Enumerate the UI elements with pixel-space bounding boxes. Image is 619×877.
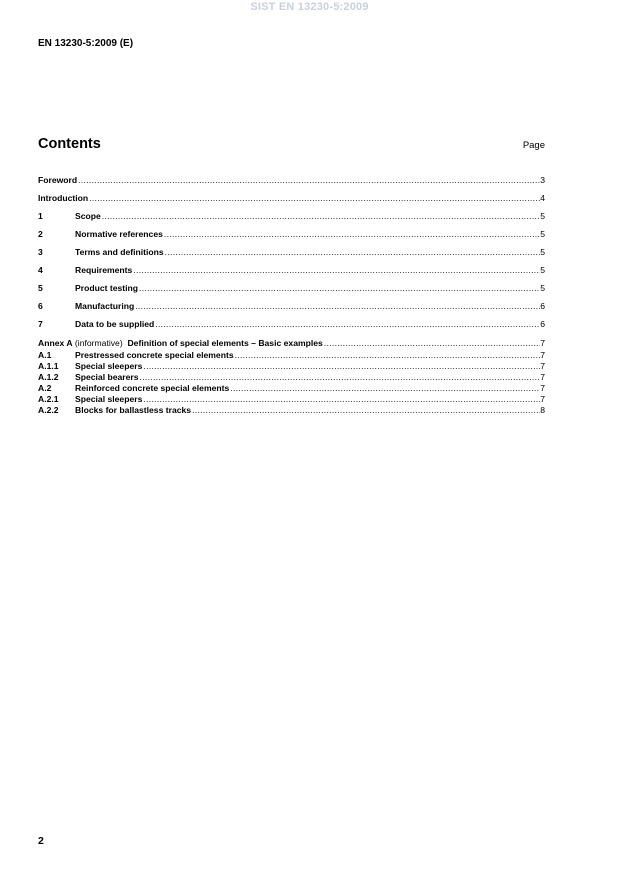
toc-entry-terms-and-definitions[interactable] [38, 247, 545, 265]
toc-entry-number: 2 [38, 229, 43, 239]
toc-entry-page: 8 [540, 405, 545, 415]
toc-leader-dots [78, 175, 540, 185]
toc-leader-dots [139, 283, 540, 293]
toc-entry-number: 4 [38, 265, 43, 275]
toc-entry-number: A.1.1 [38, 361, 59, 371]
toc-entry-a-1-1[interactable] [38, 361, 545, 372]
toc-entry-page: 5 [540, 229, 545, 239]
toc-entry-title: Prestressed concrete special elements [75, 350, 234, 360]
toc-entry-title: Manufacturing [75, 301, 135, 311]
toc-entry-title: Terms and definitions [75, 247, 164, 257]
toc-entry-annex-a[interactable] [38, 338, 545, 350]
toc-entry-number: 5 [38, 283, 43, 293]
toc-entry-foreword[interactable] [38, 175, 545, 193]
toc-entry-number: A.1 [38, 350, 52, 360]
toc-entry-manufacturing[interactable] [38, 301, 545, 319]
toc-entry-title: Requirements [75, 265, 133, 275]
toc-leader-dots [133, 265, 540, 275]
table-of-contents [38, 175, 545, 416]
toc-entry-page: 4 [540, 193, 545, 203]
toc-entry-number: 3 [38, 247, 43, 257]
toc-leader-dots [143, 394, 540, 404]
toc-leader-dots [140, 372, 541, 382]
toc-entry-scope[interactable] [38, 211, 545, 229]
toc-entry-page: 3 [540, 175, 545, 185]
toc-entry-title: Special sleepers [75, 361, 143, 371]
toc-entry-page: 7 [540, 394, 545, 404]
page-number: 2 [38, 835, 44, 847]
toc-entry-title: Data to be supplied [75, 319, 155, 329]
annex-title: Definition of special elements – Basic examples [127, 338, 323, 348]
annex-qualifier: (informative) [72, 338, 128, 348]
toc-entry-page: 6 [540, 301, 545, 311]
toc-entry-title: Introduction [38, 193, 89, 203]
toc-entry-a-2-2[interactable] [38, 405, 545, 416]
toc-leader-dots [164, 229, 540, 239]
toc-entry-introduction[interactable] [38, 193, 545, 211]
toc-entry-data-to-be-supplied[interactable] [38, 319, 545, 337]
toc-entry-number: A.2.1 [38, 394, 59, 404]
toc-leader-dots [143, 361, 540, 371]
toc-entry-page: 5 [540, 247, 545, 257]
toc-entry-a-1-2[interactable] [38, 372, 545, 383]
toc-leader-dots [135, 301, 540, 311]
toc-entry-title: Special sleepers [75, 394, 143, 404]
toc-entry-page: 5 [540, 211, 545, 221]
toc-entry-title: Blocks for ballastless tracks [75, 405, 192, 415]
annex-prefix: Annex A [38, 338, 73, 348]
toc-entry-title: Special bearers [75, 372, 139, 382]
toc-entry-a-1[interactable] [38, 350, 545, 361]
toc-leader-dots [102, 211, 540, 221]
toc-entry-page: 7 [540, 361, 545, 371]
toc-entry-a-2-1[interactable] [38, 394, 545, 405]
toc-entry-number: A.1.2 [38, 372, 59, 382]
toc-leader-dots [155, 319, 540, 329]
toc-leader-dots [235, 350, 541, 360]
toc-entry-number: 1 [38, 211, 43, 221]
toc-entry-title: Foreword [38, 175, 78, 185]
toc-entry-title: Reinforced concrete special elements [75, 383, 230, 393]
toc-entry-page: 5 [540, 265, 545, 275]
toc-entry-page: 7 [540, 350, 545, 360]
toc-entry-page: 7 [540, 372, 545, 382]
toc-leader-dots [230, 383, 540, 393]
toc-entry-number: 7 [38, 319, 43, 329]
toc-entry-page: 6 [540, 319, 545, 329]
toc-entry-title: Normative references [75, 229, 163, 239]
toc-entry-product-testing[interactable] [38, 283, 545, 301]
toc-entry-number: A.2 [38, 383, 52, 393]
toc-entry-title: Product testing [75, 283, 139, 293]
toc-entry-page: 7 [540, 338, 545, 348]
document-id: EN 13230-5:2009 (E) [38, 38, 134, 49]
toc-entry-a-2[interactable] [38, 383, 545, 394]
toc-leader-dots [165, 247, 541, 257]
toc-entry-page: 5 [540, 283, 545, 293]
toc-entry-normative-references[interactable] [38, 229, 545, 247]
contents-title: Contents [38, 136, 101, 152]
toc-entry-number: A.2.2 [38, 405, 59, 415]
toc-leader-dots [324, 338, 540, 348]
toc-entry-page: 7 [540, 383, 545, 393]
toc-leader-dots [89, 193, 540, 203]
toc-entry-requirements[interactable] [38, 265, 545, 283]
page-column-label: Page [522, 140, 545, 151]
toc-entry-title: Scope [75, 211, 101, 221]
toc-leader-dots [192, 405, 540, 415]
watermark: SIST EN 13230-5:2009 [250, 1, 369, 13]
toc-entry-title [38, 338, 323, 348]
toc-entry-number: 6 [38, 301, 43, 311]
